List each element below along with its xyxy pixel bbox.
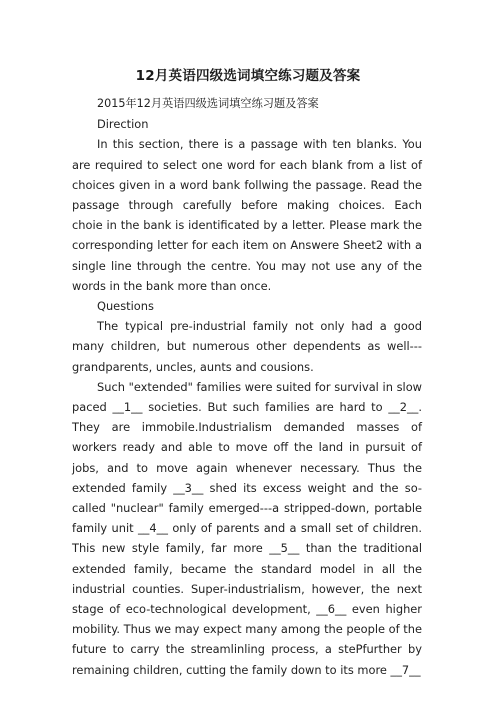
questions-heading: Questions bbox=[97, 299, 154, 314]
direction-paragraph: In this section, there is a passage with ten blanks. You are required to select one word for each blank from a list of choices given in a word bank follwing the passage. Read the passage through carefully before making choices. Each choie in the bank is identificated by a letter. Please mark the corresponding letter for each item on Answere Sheet2 with a single line through the centre. You may not use any of the words in the bank more than once. bbox=[72, 137, 422, 293]
document-subtitle: 2015年12月英语四级选词填空练习题及答案 bbox=[97, 97, 319, 110]
document-body bbox=[72, 94, 422, 680]
document-title: 12月英语四级选词填空练习题及答案 bbox=[135, 68, 361, 84]
passage-paragraph-1: The typical pre-industrial family not only had a good many children, but numerous other dependents as well---grandparents, uncles, aunts and cousions. bbox=[72, 319, 422, 374]
direction-heading: Direction bbox=[97, 117, 149, 132]
passage-paragraph-2: Such "extended" families were suited for survival in slow paced __1__ societies. But such families are hard to __2__. They are immobile.Industrialism demanded masses of workers ready and able to move off the land in pursuit of jobs, and to move again whenever necessary. Thus the extended family __3__ shed its excess weight and the so-called "nuclear" family emerged---a stripped-down, portable family unit __4__ only of parents and a small set of children. This new style family, far more __5__ than the traditional extended family, became the standard model in all the industrial counties. Super-industrialism, however, the next stage of eco-technological development, __6__ even higher mobility. Thus we may expect many among the people of the future to carry the streamlinling process, a stePfurther by remaining children, cutting the family down to its more __7__ bbox=[72, 379, 422, 677]
